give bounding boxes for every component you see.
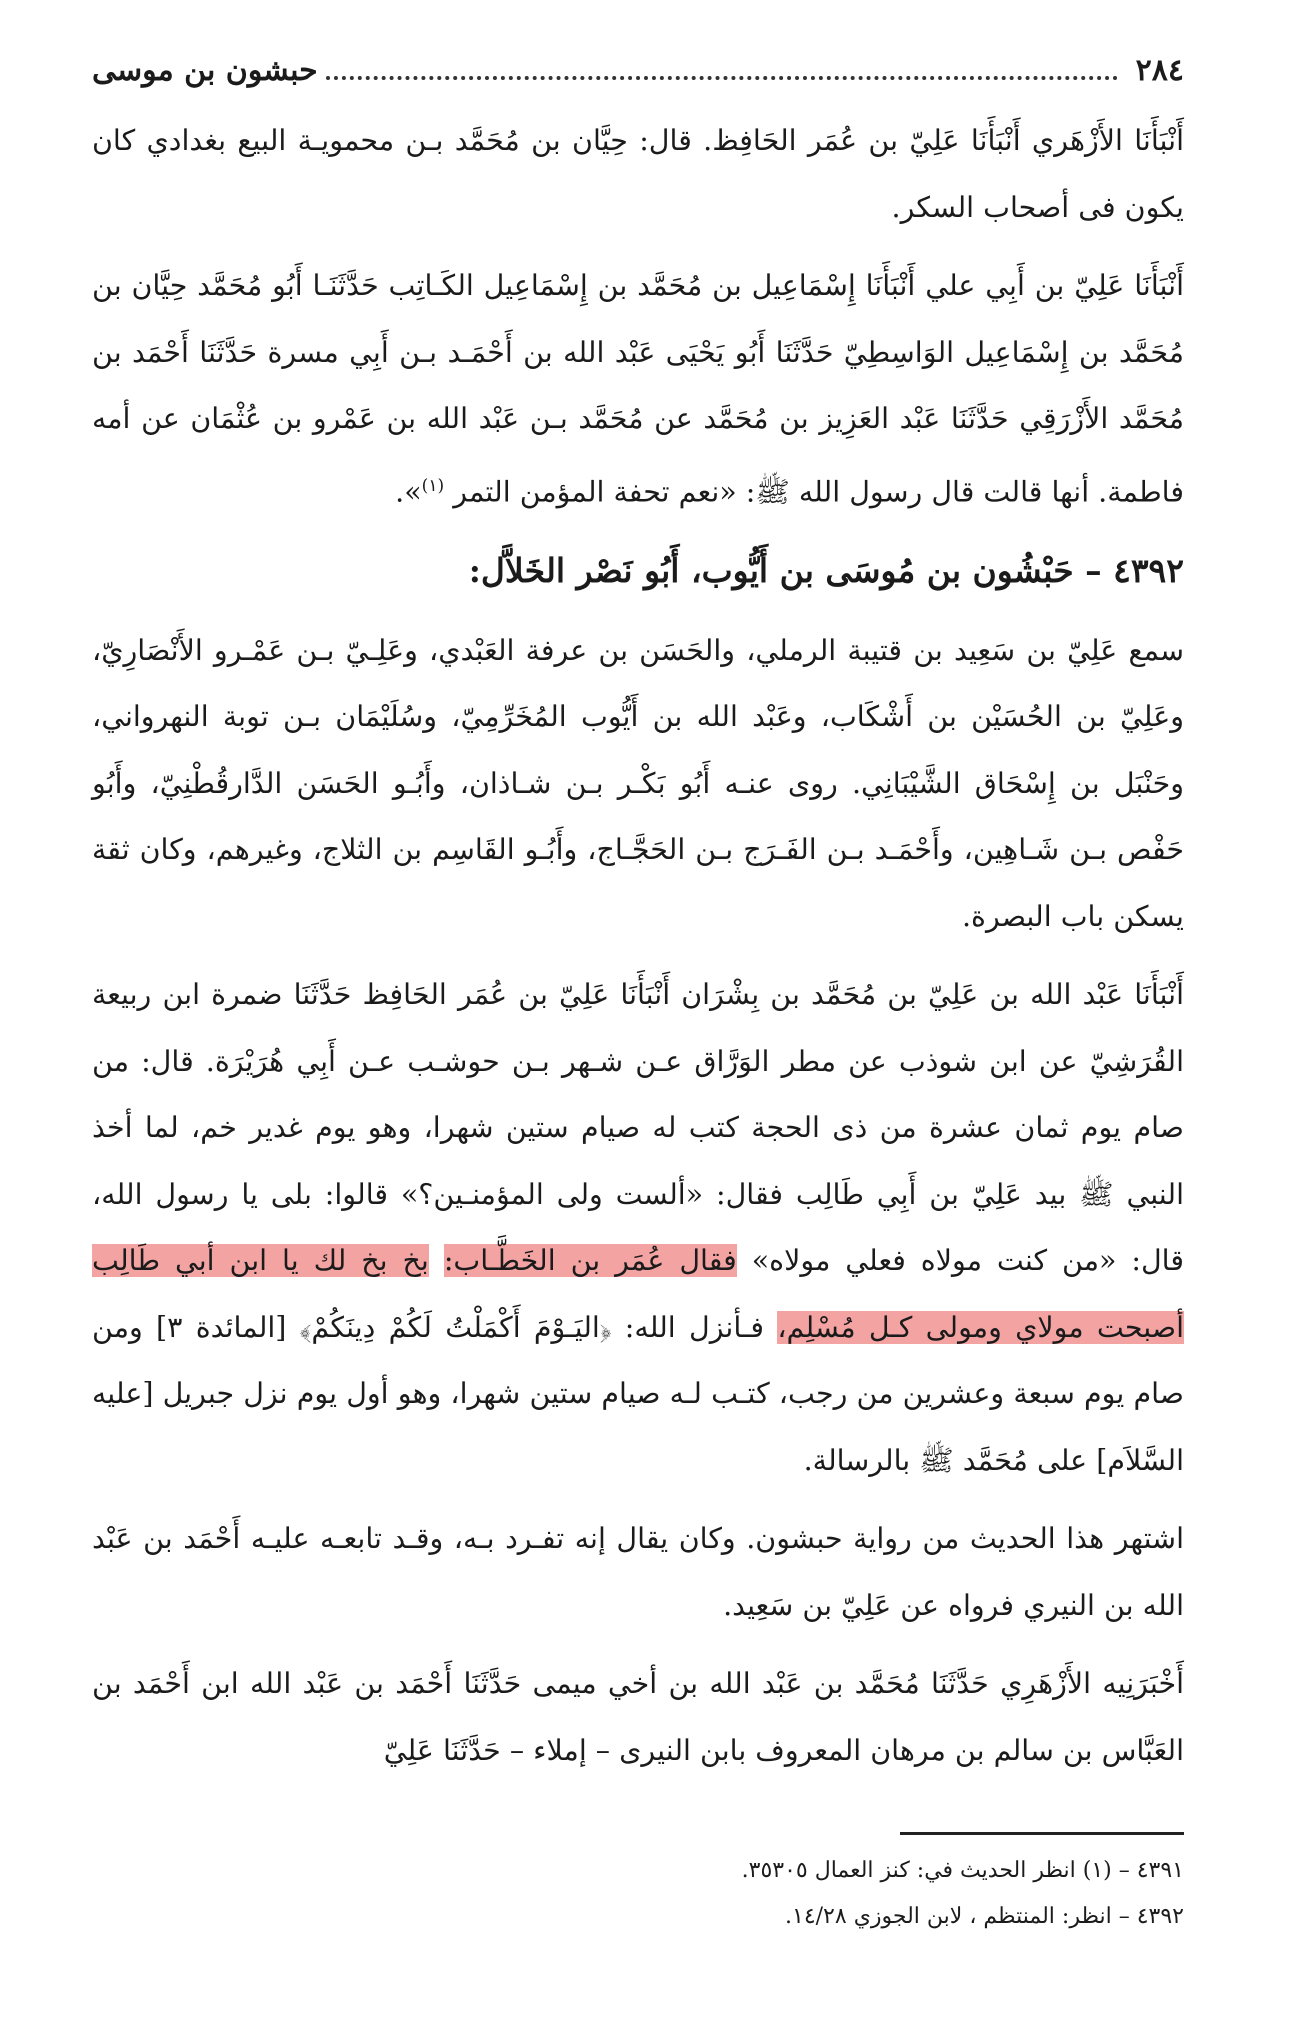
paragraph	[92, 253, 1184, 526]
main-text	[92, 108, 1184, 1784]
page-header	[92, 40, 1184, 100]
footnote-marker: (١)	[421, 475, 445, 496]
footnote-divider	[900, 1832, 1184, 1835]
highlighted-text: فقال عُمَر بن الخَطَّـاب:	[443, 1244, 737, 1277]
footnotes	[560, 1848, 1184, 1940]
highlighted-text: بخ بخ لك يا ابن أبي طَالِب أصبحت مولاي ومولى كـل مُسْلِم،	[92, 1244, 1185, 1344]
running-head: حبشون بن موسى	[92, 52, 318, 88]
paragraph-text: فـأنزل الله: ﴿اليَـوْمَ أَكْمَلْتُ لَكُمْ دِينَكُمْ﴾ [المائدة ٣] ومن صام يوم سبعة وعشرين من رجب، كتـب لـه صيام ستين شهرا، وهو أول يوم نزل جبريل [عليه السَّلاَم] على مُحَمَّد ﷺ بالرسالة.	[92, 1310, 1184, 1477]
entry-title: ٤٣٩٢ – حَبْشُون بن مُوسَى بن أَيُّوب، أَبُو نَصْر الخَلاَّل:	[468, 550, 1184, 590]
paragraph	[92, 962, 1184, 1494]
paragraph-text: أَنْبَأَنَا عَبْد الله بن عَلِيّ بن مُحَمَّد بن بِشْرَان أَنْبَأَنَا عَلِيّ بن عُمَر الحَافِظ حَدَّثَنَا ضمرة ابن ربيعة القُرَشِيّ عن ابن شوذب عن مطر الوَرَّاق عـن شـهر بـن حوشـب عـن أَبِي هُرَيْرَة. قال: من صام يوم ثمان عشرة من ذى الحجة كتب له صيام ستين شهرا، وهو يوم غدير خم، لما أخذ النبي ﷺ بيد عَلِيّ بن أَبِي طَالِب فقال: «ألست ولى المؤمنـين؟» قالوا: بلى يا رسول الله، قال: «من كنت مولاه فعلي مولاه»	[92, 978, 1184, 1277]
paragraph: أَخْبَرَنِيه الأَزْهَرِي حَدَّثَنَا مُحَمَّد بن عَبْد الله بن أخي ميمى حَدَّثَنَا أَحْمَد بن عَبْد الله ابن أَحْمَد بن العَبَّاس بن سالم بن مرهان المعروف بابن النيرى – إملاء – حَدَّثَنَا عَلِيّ	[92, 1667, 1184, 1767]
paragraph-end: ».	[395, 475, 422, 508]
paragraph-text: أَنْبَأَنَا عَلِيّ بن أَبِي علي أَنْبَأَنَا إِسْمَاعِيل بن مُحَمَّد بن إِسْمَاعِيل الكَـاتِب حَدَّثَنَـا أَبُو مُحَمَّد حِيَّان بن مُحَمَّد بن إِسْمَاعِيل الوَاسِطِيّ حَدَّثَنَا أَبُو يَحْيَى عَبْد الله بن أَحْمَـد بـن أَبِي مسرة حَدَّثَنَا أَحْمَد بن مُحَمَّد الأَزْرَقِي حَدَّثَنَا عَبْد العَزِيز بن مُحَمَّد عن مُحَمَّد بـن عَبْد الله بن عَمْرو بن عُثْمَان عن أمه فاطمة. أنها قالت قال رسول الله ﷺ: «نعم تحفة المؤمن التمر	[92, 269, 1184, 508]
paragraph: اشتهر هذا الحديث من رواية حبشون. وكان يقال إنه تفـرد بـه، وقـد تابعـه عليـه أَحْمَد بن عَبْد الله بن النيري فرواه عن عَلِيّ بن سَعِيد.	[92, 1522, 1184, 1622]
footnote: ٤٣٩١ – (١) انظر الحديث في: كنز العمال ٣٥٣٠٥.	[741, 1858, 1184, 1883]
page-number: ٢٨٤	[1135, 52, 1184, 88]
header-dot-leader	[326, 76, 1118, 80]
paragraph: أَنْبَأَنَا الأَزْهَري أَنْبَأَنَا عَلِيّ بن عُمَر الحَافِظ. قال: حِيَّان بن مُحَمَّد بـن محمويـة البيع بغدادي كان يكون فى أصحاب السكر.	[92, 124, 1184, 224]
footnote: ٤٣٩٢ – انظر: المنتظم ، لابن الجوزي ١٤/٢٨.	[785, 1904, 1184, 1929]
paragraph: سمع عَلِيّ بن سَعِيد بن قتيبة الرملي، والحَسَن بن عرفة العَبْدي، وعَلِـيّ بـن عَمْـرو الأَنْصَارِيّ، وعَلِيّ بن الحُسَيْن بن أَشْكَاب، وعَبْد الله بن أَيُّوب المُخَرِّمِيّ، وسُلَيْمَان بـن توبة النهرواني، وحَنْبَل بن إِسْحَاق الشَّيْبَانِي. روى عنـه أَبُو بَكْـر بـن شـاذان، وأَبُـو الحَسَن الدَّارقُطْنِيّ، وأَبُو حَفْص بـن شَـاهِين، وأَحْمَـد بـن الفَـرَج بـن الحَجَّـاج، وأَبُـو القَاسِم بن الثلاج، وغيرهم، وكان ثقة يسكن باب البصرة.	[92, 633, 1184, 933]
